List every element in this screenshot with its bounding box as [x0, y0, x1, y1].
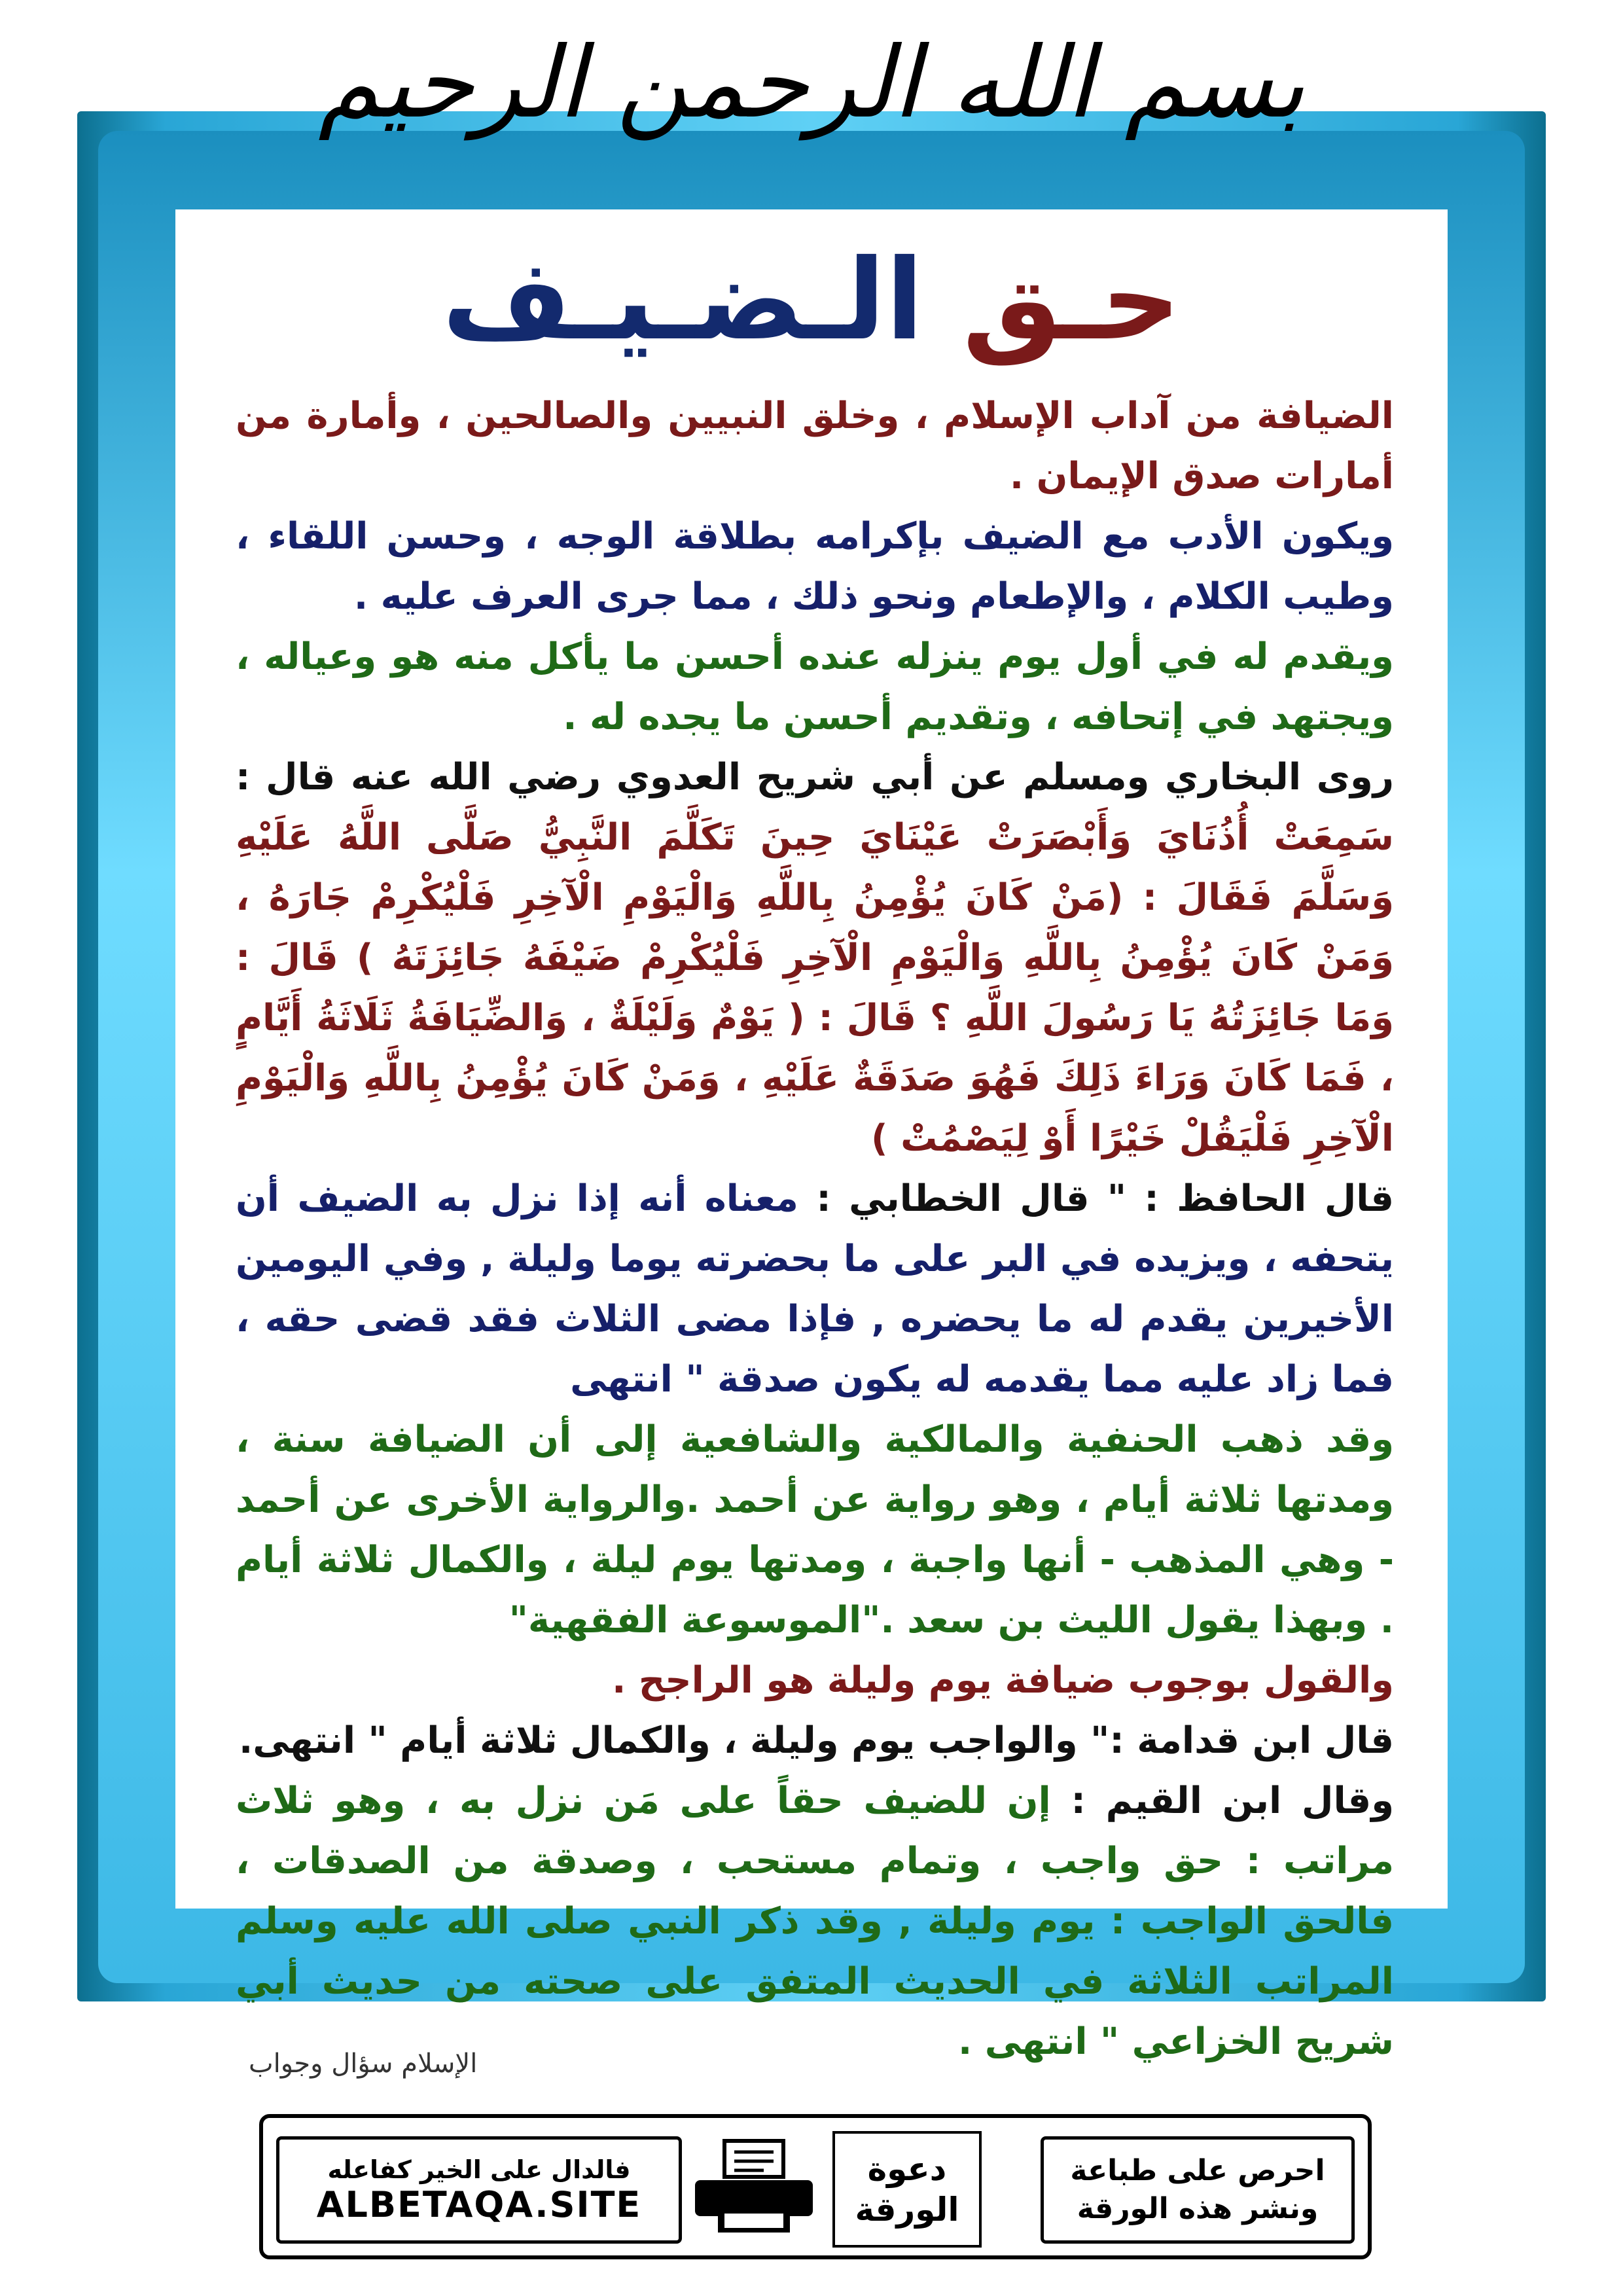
dawat-alwaraqa-logo: [832, 2131, 982, 2248]
khattabi-paragraph: [236, 1169, 1394, 1410]
paragraph: ويكون الأدب مع الضيف بإكرامه بطلاقة الوجه ، وحسن اللقاء ، وطيب الكلام ، والإطعام ونحو ذلك ، مما جرى العرف عليه .: [236, 515, 1394, 618]
hadith-intro: روى البخاري ومسلم عن أبي شريح العدوي رضي الله عنه قال :: [236, 756, 1394, 798]
source-credit: الإسلام سؤال وجواب: [249, 2049, 478, 2079]
title-word-2: الـضـيـف: [442, 236, 924, 365]
logo-line-2: الورقة: [855, 2191, 959, 2229]
ibn-qayyim-text: إن للضيف حقاً على مَن نزل به ، وهو ثلاث مراتب : حق واجب ، وتمام مستحب ، وصدقة من الصدقات ، فالحق الواجب : يوم وليلة , وقد ذكر النبي صلى الله عليه وسلم المراتب الثلاثة في الحديث المتفق على صحته من حديث أبي شريح الخزاعي " انتهى .: [236, 1780, 1394, 2063]
paragraph: وقد ذهب الحنفية والمالكية والشافعية إلى أن الضيافة سنة ، ومدتها ثلاثة أيام ، وهو رواية عن أحمد .والرواية الأخرى عن أحمد - وهي المذهب - أنها واجبة ، ومدتها يوم ليلة ، والكمال ثلاثة أيام . وبهذا يقول الليث بن سعد ."الموسوعة الفقهية": [236, 1418, 1394, 1641]
paragraph: قال ابن قدامة :" والواجب يوم وليلة ، والكمال ثلاثة أيام " انتهى.: [239, 1719, 1394, 1762]
footer-banner: [259, 2114, 1372, 2259]
basmala-calligraphy: بسم الله الرحمن الرحيم: [318, 26, 1305, 140]
hadith-text: سَمِعَتْ أُذُنَايَ وَأَبْصَرَتْ عَيْنَايَ حِينَ تَكَلَّمَ النَّبِيُّ صَلَّى اللَّهُ عَلَيْهِ وَسَلَّمَ فَقَالَ : (مَنْ كَانَ يُؤْمِنُ بِاللَّهِ وَالْيَوْمِ الْآخِرِ فَلْيُكْرِمْ جَارَهُ ، وَمَنْ كَانَ يُؤْمِنُ بِاللَّهِ وَالْيَوْمِ الْآخِرِ فَلْيُكْرِمْ ضَيْفَهُ جَائِزَتَهُ ) قَالَ : وَمَا جَائِزَتُهُ يَا رَسُولَ اللَّهِ ؟ قَالَ : ( يَوْمٌ وَلَيْلَةٌ ، وَالضِّيَافَةُ ثَلَاثَةُ أَيَّامٍ ، فَمَا كَانَ وَرَاءَ ذَلِكَ فَهُوَ صَدَقَةٌ عَلَيْهِ ، وَمَنْ كَانَ يُؤْمِنُ بِاللَّهِ وَالْيَوْمِ الْآخِرِ فَلْيَقُلْ خَيْرًا أَوْ لِيَصْمُتْ ): [236, 816, 1394, 1160]
article-body: [236, 386, 1394, 2072]
khattabi-intro: قال الحافظ : " قال الخطابي :: [816, 1177, 1394, 1220]
title-word-1: حـق: [962, 236, 1181, 365]
website-tagline: فالدال على الخير كفاعله: [327, 2155, 631, 2184]
print-share-line-1: احرص على طباعة: [1070, 2154, 1325, 2187]
paragraph: ويقدم له في أول يوم ينزله عنده أحسن ما يأكل منه هو وعياله ، ويجتهد في إتحافه ، وتقديم أحسن ما يجده له .: [236, 636, 1394, 738]
ibn-qayyim-paragraph: [236, 1771, 1394, 2072]
website-url[interactable]: ALBETAQA.SITE: [316, 2183, 642, 2225]
ibn-qayyim-intro: وقال ابن القيم :: [1071, 1780, 1395, 1822]
logo-line-1: دعوة: [867, 2150, 947, 2188]
khattabi-text: معناه أنه إذا نزل به الضيف أن يتحفه ، ويزيده في البر على ما بحضرته يوما وليلة , وفي اليومين الأخيرين يقدم له ما يحضره , فإذا مضى الثلاث فقد قضى حقه ، فما زاد عليه مما يقدمه له يكون صدقة " انتهى: [236, 1177, 1394, 1401]
page-title: [0, 236, 1623, 365]
website-box: [276, 2136, 682, 2244]
print-share-box: [1041, 2136, 1355, 2244]
hadith-paragraph: [236, 747, 1394, 1169]
paragraph: والقول بوجوب ضيافة يوم وليلة هو الراجح .: [612, 1659, 1394, 1702]
printer-icon: [688, 2138, 819, 2236]
print-share-line-2: ونشر هذه الورقة: [1077, 2192, 1319, 2225]
paragraph: الضيافة من آداب الإسلام ، وخلق النبيين والصالحين ، وأمارة من أمارات صدق الإيمان .: [236, 395, 1394, 497]
